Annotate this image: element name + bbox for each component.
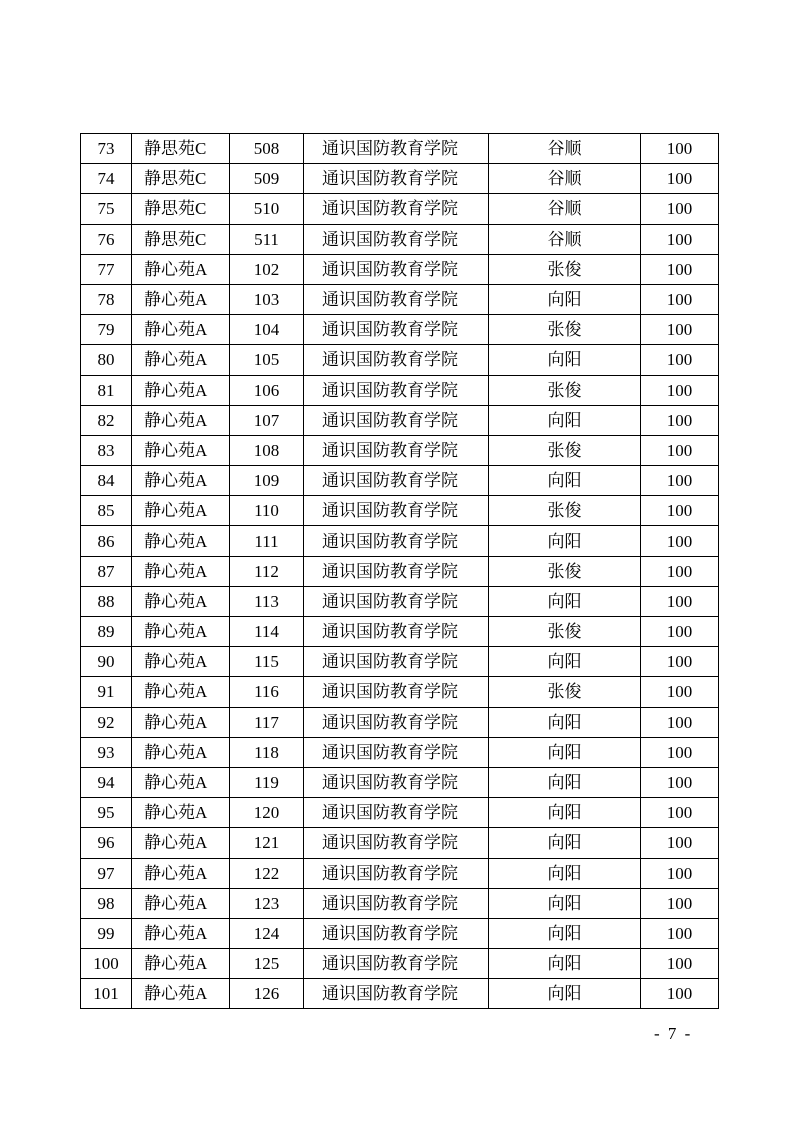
score-cell: 100: [641, 858, 719, 888]
building-cell: 静心苑A: [132, 828, 230, 858]
building-cell: 静心苑A: [132, 254, 230, 284]
table-row: [81, 858, 719, 888]
row-number-cell: 95: [81, 798, 132, 828]
row-number-cell: 96: [81, 828, 132, 858]
score-cell: 100: [641, 345, 719, 375]
row-number-cell: 101: [81, 979, 132, 1009]
row-number-cell: 82: [81, 405, 132, 435]
college-cell: 通识国防教育学院: [304, 979, 489, 1009]
row-number-cell: 75: [81, 194, 132, 224]
score-cell: 100: [641, 586, 719, 616]
score-cell: 100: [641, 526, 719, 556]
room-cell: 114: [230, 617, 304, 647]
building-cell: 静心苑A: [132, 979, 230, 1009]
room-cell: 113: [230, 586, 304, 616]
teacher-cell: 向阳: [489, 647, 641, 677]
room-cell: 115: [230, 647, 304, 677]
building-cell: 静思苑C: [132, 194, 230, 224]
score-cell: 100: [641, 435, 719, 465]
row-number-cell: 80: [81, 345, 132, 375]
page-number: - 7 -: [654, 1024, 693, 1043]
college-cell: 通识国防教育学院: [304, 315, 489, 345]
college-cell: 通识国防教育学院: [304, 888, 489, 918]
building-cell: 静心苑A: [132, 858, 230, 888]
college-cell: 通识国防教育学院: [304, 194, 489, 224]
teacher-cell: 向阳: [489, 979, 641, 1009]
building-cell: 静心苑A: [132, 496, 230, 526]
teacher-cell: 向阳: [489, 798, 641, 828]
college-cell: 通识国防教育学院: [304, 496, 489, 526]
room-cell: 111: [230, 526, 304, 556]
college-cell: 通识国防教育学院: [304, 737, 489, 767]
room-cell: 118: [230, 737, 304, 767]
score-cell: 100: [641, 767, 719, 797]
score-cell: 100: [641, 466, 719, 496]
table-row: [81, 737, 719, 767]
room-cell: 107: [230, 405, 304, 435]
table-row: [81, 677, 719, 707]
teacher-cell: 张俊: [489, 496, 641, 526]
room-cell: 511: [230, 224, 304, 254]
building-cell: 静心苑A: [132, 737, 230, 767]
college-cell: 通识国防教育学院: [304, 345, 489, 375]
room-cell: 105: [230, 345, 304, 375]
row-number-cell: 92: [81, 707, 132, 737]
table-row: [81, 918, 719, 948]
teacher-cell: 向阳: [489, 586, 641, 616]
score-cell: 100: [641, 224, 719, 254]
college-cell: 通识国防教育学院: [304, 647, 489, 677]
college-cell: 通识国防教育学院: [304, 466, 489, 496]
teacher-cell: 向阳: [489, 767, 641, 797]
teacher-cell: 向阳: [489, 707, 641, 737]
college-cell: 通识国防教育学院: [304, 254, 489, 284]
building-cell: 静心苑A: [132, 677, 230, 707]
teacher-cell: 张俊: [489, 617, 641, 647]
score-cell: 100: [641, 888, 719, 918]
college-cell: 通识国防教育学院: [304, 284, 489, 314]
table-row: [81, 375, 719, 405]
table-row: [81, 949, 719, 979]
row-number-cell: 89: [81, 617, 132, 647]
row-number-cell: 78: [81, 284, 132, 314]
row-number-cell: 87: [81, 556, 132, 586]
building-cell: 静心苑A: [132, 617, 230, 647]
room-cell: 120: [230, 798, 304, 828]
room-cell: 125: [230, 949, 304, 979]
college-cell: 通识国防教育学院: [304, 164, 489, 194]
room-cell: 509: [230, 164, 304, 194]
row-number-cell: 90: [81, 647, 132, 677]
table-row: [81, 767, 719, 797]
teacher-cell: 向阳: [489, 526, 641, 556]
teacher-cell: 向阳: [489, 466, 641, 496]
room-cell: 102: [230, 254, 304, 284]
teacher-cell: 向阳: [489, 737, 641, 767]
row-number-cell: 76: [81, 224, 132, 254]
building-cell: 静心苑A: [132, 798, 230, 828]
table-row: [81, 466, 719, 496]
row-number-cell: 88: [81, 586, 132, 616]
college-cell: 通识国防教育学院: [304, 617, 489, 647]
score-cell: 100: [641, 496, 719, 526]
score-cell: 100: [641, 617, 719, 647]
table-row: [81, 798, 719, 828]
table-row: [81, 405, 719, 435]
teacher-cell: 张俊: [489, 677, 641, 707]
building-cell: 静心苑A: [132, 345, 230, 375]
teacher-cell: 向阳: [489, 858, 641, 888]
row-number-cell: 81: [81, 375, 132, 405]
table-row: [81, 617, 719, 647]
room-cell: 108: [230, 435, 304, 465]
row-number-cell: 98: [81, 888, 132, 918]
row-number-cell: 79: [81, 315, 132, 345]
score-cell: 100: [641, 284, 719, 314]
score-cell: 100: [641, 315, 719, 345]
room-cell: 122: [230, 858, 304, 888]
table-body: [81, 134, 719, 1009]
table-row: [81, 254, 719, 284]
room-cell: 121: [230, 828, 304, 858]
row-number-cell: 97: [81, 858, 132, 888]
teacher-cell: 谷顺: [489, 164, 641, 194]
score-cell: 100: [641, 375, 719, 405]
room-cell: 126: [230, 979, 304, 1009]
room-cell: 119: [230, 767, 304, 797]
building-cell: 静思苑C: [132, 134, 230, 164]
row-number-cell: 94: [81, 767, 132, 797]
room-cell: 508: [230, 134, 304, 164]
building-cell: 静心苑A: [132, 586, 230, 616]
building-cell: 静心苑A: [132, 767, 230, 797]
college-cell: 通识国防教育学院: [304, 858, 489, 888]
table-row: [81, 194, 719, 224]
building-cell: 静心苑A: [132, 526, 230, 556]
table-row: [81, 828, 719, 858]
teacher-cell: 张俊: [489, 556, 641, 586]
teacher-cell: 向阳: [489, 405, 641, 435]
teacher-cell: 向阳: [489, 345, 641, 375]
building-cell: 静心苑A: [132, 284, 230, 314]
table-row: [81, 164, 719, 194]
teacher-cell: 张俊: [489, 315, 641, 345]
row-number-cell: 73: [81, 134, 132, 164]
college-cell: 通识国防教育学院: [304, 375, 489, 405]
college-cell: 通识国防教育学院: [304, 556, 489, 586]
row-number-cell: 77: [81, 254, 132, 284]
building-cell: 静心苑A: [132, 315, 230, 345]
teacher-cell: 谷顺: [489, 134, 641, 164]
room-cell: 110: [230, 496, 304, 526]
teacher-cell: 向阳: [489, 828, 641, 858]
college-cell: 通识国防教育学院: [304, 707, 489, 737]
score-cell: 100: [641, 798, 719, 828]
score-cell: 100: [641, 828, 719, 858]
room-cell: 104: [230, 315, 304, 345]
row-number-cell: 99: [81, 918, 132, 948]
college-cell: 通识国防教育学院: [304, 405, 489, 435]
score-cell: 100: [641, 647, 719, 677]
teacher-cell: 向阳: [489, 918, 641, 948]
college-cell: 通识国防教育学院: [304, 918, 489, 948]
row-number-cell: 100: [81, 949, 132, 979]
building-cell: 静心苑A: [132, 888, 230, 918]
building-cell: 静心苑A: [132, 435, 230, 465]
college-cell: 通识国防教育学院: [304, 526, 489, 556]
row-number-cell: 86: [81, 526, 132, 556]
score-cell: 100: [641, 164, 719, 194]
college-cell: 通识国防教育学院: [304, 949, 489, 979]
building-cell: 静心苑A: [132, 556, 230, 586]
building-cell: 静心苑A: [132, 949, 230, 979]
score-cell: 100: [641, 405, 719, 435]
table-row: [81, 224, 719, 254]
table-row: [81, 707, 719, 737]
score-cell: 100: [641, 134, 719, 164]
dormitory-score-table: [80, 133, 719, 1009]
teacher-cell: 张俊: [489, 254, 641, 284]
table-row: [81, 526, 719, 556]
teacher-cell: 向阳: [489, 949, 641, 979]
table-row: [81, 496, 719, 526]
college-cell: 通识国防教育学院: [304, 435, 489, 465]
row-number-cell: 83: [81, 435, 132, 465]
table-row: [81, 647, 719, 677]
row-number-cell: 85: [81, 496, 132, 526]
college-cell: 通识国防教育学院: [304, 586, 489, 616]
room-cell: 117: [230, 707, 304, 737]
score-cell: 100: [641, 707, 719, 737]
row-number-cell: 91: [81, 677, 132, 707]
room-cell: 116: [230, 677, 304, 707]
college-cell: 通识国防教育学院: [304, 677, 489, 707]
building-cell: 静心苑A: [132, 707, 230, 737]
score-cell: 100: [641, 254, 719, 284]
building-cell: 静思苑C: [132, 164, 230, 194]
table-row: [81, 134, 719, 164]
room-cell: 112: [230, 556, 304, 586]
building-cell: 静心苑A: [132, 647, 230, 677]
table-row: [81, 556, 719, 586]
room-cell: 124: [230, 918, 304, 948]
score-cell: 100: [641, 949, 719, 979]
table-row: [81, 888, 719, 918]
room-cell: 109: [230, 466, 304, 496]
table-row: [81, 315, 719, 345]
building-cell: 静心苑A: [132, 918, 230, 948]
room-cell: 510: [230, 194, 304, 224]
row-number-cell: 93: [81, 737, 132, 767]
table-row: [81, 284, 719, 314]
score-cell: 100: [641, 194, 719, 224]
table-row: [81, 435, 719, 465]
teacher-cell: 张俊: [489, 375, 641, 405]
score-cell: 100: [641, 556, 719, 586]
score-cell: 100: [641, 737, 719, 767]
teacher-cell: 谷顺: [489, 224, 641, 254]
row-number-cell: 84: [81, 466, 132, 496]
college-cell: 通识国防教育学院: [304, 798, 489, 828]
building-cell: 静心苑A: [132, 405, 230, 435]
score-cell: 100: [641, 677, 719, 707]
room-cell: 106: [230, 375, 304, 405]
building-cell: 静思苑C: [132, 224, 230, 254]
building-cell: 静心苑A: [132, 466, 230, 496]
college-cell: 通识国防教育学院: [304, 828, 489, 858]
teacher-cell: 向阳: [489, 284, 641, 314]
table-row: [81, 345, 719, 375]
college-cell: 通识国防教育学院: [304, 224, 489, 254]
room-cell: 123: [230, 888, 304, 918]
teacher-cell: 向阳: [489, 888, 641, 918]
score-cell: 100: [641, 918, 719, 948]
building-cell: 静心苑A: [132, 375, 230, 405]
row-number-cell: 74: [81, 164, 132, 194]
teacher-cell: 谷顺: [489, 194, 641, 224]
room-cell: 103: [230, 284, 304, 314]
college-cell: 通识国防教育学院: [304, 134, 489, 164]
college-cell: 通识国防教育学院: [304, 767, 489, 797]
teacher-cell: 张俊: [489, 435, 641, 465]
table-row: [81, 586, 719, 616]
table-row: [81, 979, 719, 1009]
score-cell: 100: [641, 979, 719, 1009]
